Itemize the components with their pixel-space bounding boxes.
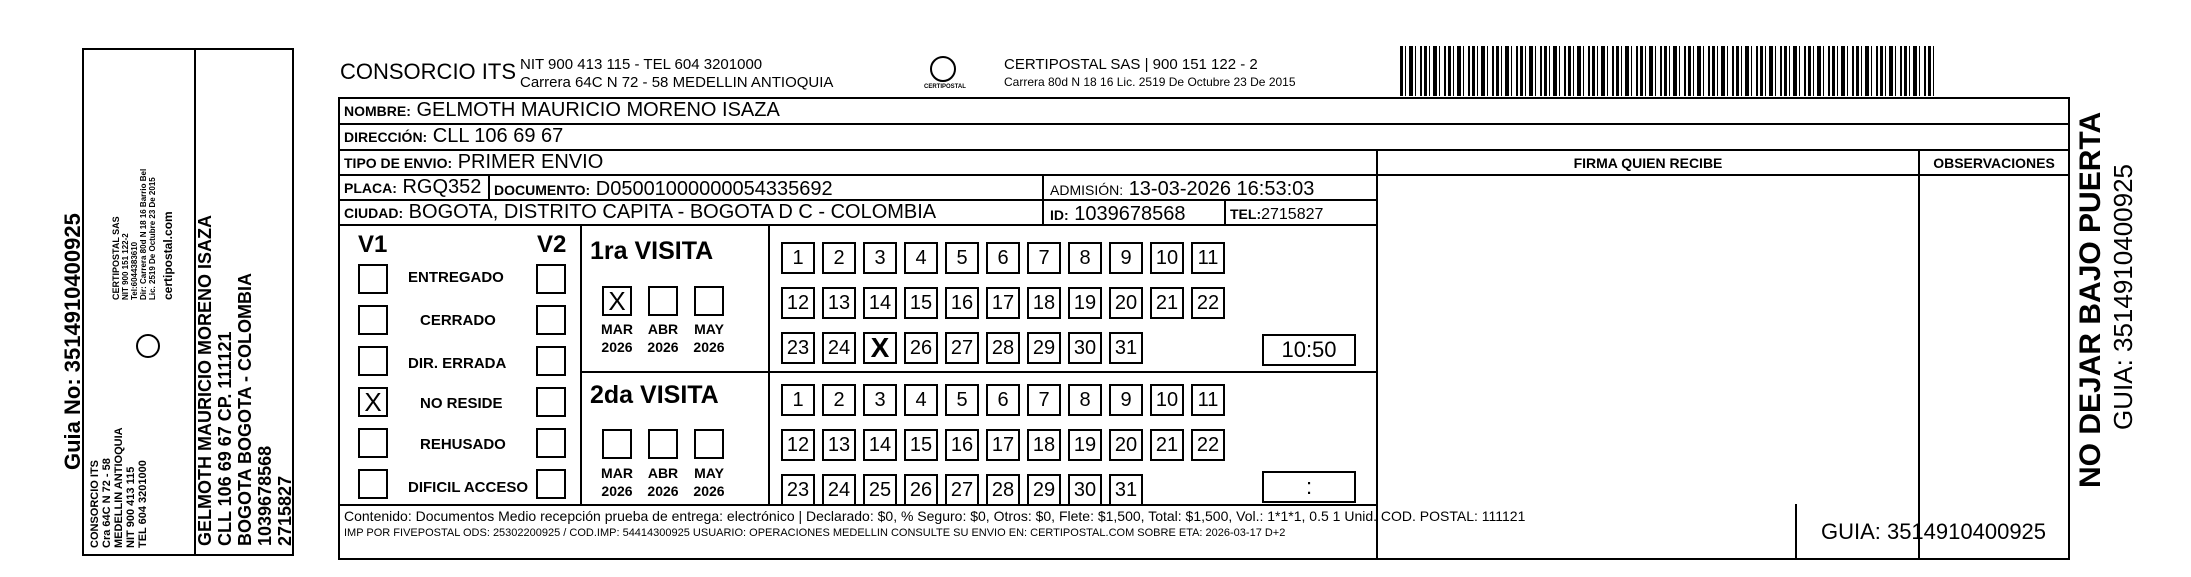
observaciones-divider <box>1918 151 1920 560</box>
side-guia-number: GUIA: 3514910400925 <box>2108 164 2138 430</box>
firma-divider <box>1376 151 1378 560</box>
company-address: Carrera 64C N 72 - 58 MEDELLIN ANTIOQUIA <box>520 74 834 91</box>
visit1-day-box[interactable]: 17 <box>986 287 1020 319</box>
visit2-day-box[interactable]: 4 <box>904 384 938 416</box>
imp-text: IMP POR FIVEPOSTAL ODS: 25302200925 / COD.IMP: 54414300925 USUARIO: OPERACIONES MEDELLIN CONSULTE SU ENVIO EN: CERTIPOSTAL.COM SOBRE ETA: 2026-03-17 D+2 <box>344 527 1286 539</box>
stub-sender-line: NIT 900 413 115 <box>125 466 137 548</box>
visit-divider <box>580 371 1376 373</box>
visit1-year-label: 2026 <box>601 339 633 355</box>
visit1-month-label: MAY <box>694 321 724 337</box>
direccion-label: DIRECCIÓN: <box>344 129 428 145</box>
visit1-day-box[interactable]: 18 <box>1027 287 1061 319</box>
visit1-day-box[interactable]: 2 <box>822 242 856 274</box>
visit1-day-box[interactable]: 26 <box>904 332 938 364</box>
ciudad-row <box>340 201 1376 226</box>
visit2-month-label: MAY <box>694 465 724 481</box>
visit1-day-box[interactable]: 31 <box>1109 332 1143 364</box>
visit2-month-checkbox[interactable] <box>694 429 724 459</box>
visit1-time[interactable]: 10:50 <box>1262 334 1356 366</box>
visit2-day-box[interactable]: 28 <box>986 474 1020 506</box>
visit1-day-box[interactable]: 27 <box>945 332 979 364</box>
visit2-day-box[interactable]: 13 <box>822 429 856 461</box>
visit1-day-box[interactable]: 29 <box>1027 332 1061 364</box>
status-divider <box>580 226 582 504</box>
status-v1-checkbox[interactable] <box>358 305 388 335</box>
recipient-name: GELMOTH MAURICIO MORENO ISAZA <box>416 99 780 121</box>
courier-info: CERTIPOSTAL SAS | 900 151 122 - 2 <box>1004 56 1258 73</box>
observaciones-header: OBSERVACIONES <box>1933 155 2055 171</box>
visit1-day-box[interactable]: 9 <box>1109 242 1143 274</box>
visit2-day-box[interactable]: 25 <box>863 474 897 506</box>
visit2-year-label: 2026 <box>647 483 679 499</box>
visit2-day-box[interactable]: 23 <box>781 474 815 506</box>
tipo-label: TIPO DE ENVIO: <box>344 155 453 171</box>
status-v2-checkbox[interactable] <box>536 469 566 499</box>
visit1-day-box[interactable]: 14 <box>863 287 897 319</box>
visit2-day-box[interactable]: 14 <box>863 429 897 461</box>
visit1-day-box[interactable]: 21 <box>1150 287 1184 319</box>
ciudad-label: CIUDAD: <box>344 205 404 221</box>
visit1-day-box[interactable]: 13 <box>822 287 856 319</box>
visit2-year-label: 2026 <box>601 483 633 499</box>
certipostal-logo-text: CERTIPOSTAL <box>924 84 966 90</box>
visit1-day-box[interactable]: 28 <box>986 332 1020 364</box>
visit2-title: 2da VISITA <box>590 381 719 409</box>
direccion-row <box>340 125 2068 151</box>
status-bottom-line <box>340 504 1376 506</box>
company-info: NIT 900 413 115 - TEL 604 3201000 <box>520 56 763 73</box>
admision-field <box>1050 178 1314 201</box>
status-v2-checkbox[interactable] <box>536 264 566 294</box>
status-label: DIR. ERRADA <box>408 355 507 372</box>
visit2-month-checkbox[interactable] <box>602 429 632 459</box>
visit1-day-box[interactable]: 11 <box>1191 242 1225 274</box>
no-dejar-bajo-puerta: NO DEJAR BAJO PUERTA <box>2074 111 2107 488</box>
placa-label: PLACA: <box>344 180 397 196</box>
nombre-row <box>340 99 2068 125</box>
status-v1-checkbox[interactable] <box>358 346 388 376</box>
stub-recipient-line: 2715827 <box>275 475 295 546</box>
visit2-day-box[interactable]: 30 <box>1068 474 1102 506</box>
visit1-month-checkbox[interactable]: X <box>602 286 632 316</box>
visit2-day-box[interactable]: 31 <box>1109 474 1143 506</box>
divider <box>1224 201 1226 226</box>
barcode <box>1400 46 1936 96</box>
visit2-day-box[interactable]: 10 <box>1150 384 1184 416</box>
visit2-day-box[interactable]: 26 <box>904 474 938 506</box>
visit1-month-checkbox[interactable] <box>648 286 678 316</box>
visit1-day-box[interactable]: 1 <box>781 242 815 274</box>
visit1-day-box[interactable]: 10 <box>1150 242 1184 274</box>
admision-value: 13-03-2026 16:53:03 <box>1128 178 1315 200</box>
visit1-day-box[interactable]: 12 <box>781 287 815 319</box>
visit1-day-box[interactable]: 15 <box>904 287 938 319</box>
tel-field <box>1230 205 1323 224</box>
visit1-day-box[interactable]: 19 <box>1068 287 1102 319</box>
stub-certipostal-web: certipostal.com <box>161 211 175 300</box>
visit2-day-box[interactable]: 2 <box>822 384 856 416</box>
visit2-day-box[interactable]: 20 <box>1109 429 1143 461</box>
stub-recipient-line: BOGOTA BOGOTA - COLOMBIA <box>235 273 255 546</box>
id-field <box>1050 203 1185 226</box>
visit2-day-box[interactable]: 29 <box>1027 474 1061 506</box>
visit1-day-box[interactable]: 7 <box>1027 242 1061 274</box>
visit1-month-checkbox[interactable] <box>694 286 724 316</box>
visit1-year-label: 2026 <box>693 339 725 355</box>
visit2-day-box[interactable]: 17 <box>986 429 1020 461</box>
firma-header: FIRMA QUIEN RECIBE <box>1573 155 1723 171</box>
status-v2-checkbox[interactable] <box>536 387 566 417</box>
visit2-day-box[interactable]: 27 <box>945 474 979 506</box>
status-label: CERRADO <box>420 312 496 329</box>
status-v1-checkbox[interactable] <box>358 469 388 499</box>
visit2-day-box[interactable]: 16 <box>945 429 979 461</box>
visit-title-divider <box>768 226 770 504</box>
stub-certipostal-line: Tel:6044383610 <box>130 241 139 300</box>
id-label: ID: <box>1050 207 1069 223</box>
visit1-year-label: 2026 <box>647 339 679 355</box>
status-v1-checkbox[interactable] <box>358 264 388 294</box>
stub-sender-line: Cra 64C N 72 - 58 <box>101 458 113 548</box>
visit2-day-box[interactable]: 5 <box>945 384 979 416</box>
tel-label: TEL: <box>1230 206 1262 222</box>
visit2-month-checkbox[interactable] <box>648 429 678 459</box>
visit1-day-box[interactable]: 22 <box>1191 287 1225 319</box>
stub-certipostal-line: Lic. 2519 De Octubre 23 De 2015 <box>148 177 157 300</box>
status-v2-checkbox[interactable] <box>536 428 566 458</box>
status-v2-checkbox[interactable] <box>536 305 566 335</box>
divider <box>488 176 490 201</box>
stub-guia-number: Guia No: 3514910400925 <box>60 213 85 470</box>
company-name: CONSORCIO ITS <box>340 59 517 84</box>
visit2-day-box[interactable]: 22 <box>1191 429 1225 461</box>
documento-value: D05001000000054335692 <box>595 178 833 200</box>
visit2-day-box[interactable]: 1 <box>781 384 815 416</box>
visit1-day-box[interactable]: 23 <box>781 332 815 364</box>
visit2-month-label: MAR <box>601 465 633 481</box>
footer-guia: GUIA: 3514910400925 <box>1795 504 2070 560</box>
status-v1-checkbox[interactable]: X <box>358 387 388 417</box>
status-label: DIFICIL ACCESO <box>408 479 529 496</box>
stub-sender-line: TEL 604 3201000 <box>137 460 149 548</box>
certipostal-logo-icon <box>930 56 956 82</box>
v1-header: V1 <box>358 231 388 258</box>
visit1-day-box[interactable]: 16 <box>945 287 979 319</box>
visit1-day-box[interactable]: 24 <box>822 332 856 364</box>
status-label: NO RESIDE <box>420 395 503 412</box>
visit2-day-box[interactable]: 8 <box>1068 384 1102 416</box>
status-label: ENTREGADO <box>408 269 504 286</box>
visit1-month-label: ABR <box>647 321 679 337</box>
stub-recipient-line: GELMOTH MAURICIO MORENO ISAZA <box>195 215 215 546</box>
visit2-day-box[interactable]: 19 <box>1068 429 1102 461</box>
visit1-day-box[interactable]: X <box>863 332 897 364</box>
visit1-day-box[interactable]: 8 <box>1068 242 1102 274</box>
visit2-day-box[interactable]: 6 <box>986 384 1020 416</box>
stub-recipient-line: 1039678568 <box>255 445 275 546</box>
ciudad-value: BOGOTA, DISTRITO CAPITA - BOGOTA D C - COLOMBIA <box>408 201 937 223</box>
status-v2-checkbox[interactable] <box>536 346 566 376</box>
visit1-day-box[interactable]: 5 <box>945 242 979 274</box>
id-value: 1039678568 <box>1074 203 1186 225</box>
v2-header: V2 <box>537 231 567 258</box>
stub-certipostal-line: CERTIPOSTAL SAS <box>111 216 121 300</box>
visit1-day-box[interactable]: 6 <box>986 242 1020 274</box>
visit2-day-box[interactable]: 9 <box>1109 384 1143 416</box>
visit2-day-box[interactable]: 12 <box>781 429 815 461</box>
status-label: REHUSADO <box>420 436 506 453</box>
stub-recipient-line: CLL 106 69 67 CP. 111121 <box>215 331 235 546</box>
visit2-day-box[interactable]: 21 <box>1150 429 1184 461</box>
stub-certipostal-line: NIT 900 151 122-2 <box>121 233 130 300</box>
visit2-month-label: ABR <box>647 465 679 481</box>
tipo-value: PRIMER ENVIO <box>457 151 604 173</box>
visit2-year-label: 2026 <box>693 483 725 499</box>
stub-certipostal-line: Dir: Carrera 80d N 18 16 Barrio Bel <box>139 168 148 300</box>
stub-sender-line: MEDELLIN ANTIOQUIA <box>113 427 125 548</box>
status-v1-checkbox[interactable] <box>358 428 388 458</box>
visit2-day-box[interactable]: 3 <box>863 384 897 416</box>
tel-value: 2715827 <box>1261 206 1324 223</box>
delivery-form <box>338 97 2070 560</box>
visit1-month-label: MAR <box>601 321 633 337</box>
nombre-label: NOMBRE: <box>344 103 411 119</box>
visit1-day-box[interactable]: 3 <box>863 242 897 274</box>
documento-field <box>494 178 833 201</box>
stub-sender-line: CONSORCIO ITS <box>89 459 101 548</box>
stub-certipostal-logo-icon <box>136 334 160 358</box>
visit1-day-box[interactable]: 20 <box>1109 287 1143 319</box>
visit1-day-box[interactable]: 30 <box>1068 332 1102 364</box>
address-value: CLL 106 69 67 <box>432 125 564 147</box>
contenido-text: Contenido: Documentos Medio recepción prueba de entrega: electrónico | Declarado: $0, % Seguro: $0, Otros: $0, Flete: $1,500, Total: $1,500, Vol.: 1*1*1, 0.5 1 Unid. COD. POSTAL: 111121 <box>344 508 1526 524</box>
visit2-day-box[interactable]: 15 <box>904 429 938 461</box>
visit1-title: 1ra VISITA <box>590 237 714 265</box>
visit1-day-box[interactable]: 4 <box>904 242 938 274</box>
courier-address: Carrera 80d N 18 16 Lic. 2519 De Octubre 23 De 2015 <box>1004 75 1296 89</box>
admision-label: ADMISIÓN: <box>1050 182 1124 198</box>
visit2-day-box[interactable]: 24 <box>822 474 856 506</box>
visit2-day-box[interactable]: 7 <box>1027 384 1061 416</box>
visit2-day-box[interactable]: 18 <box>1027 429 1061 461</box>
visit2-time[interactable]: : <box>1262 471 1356 503</box>
documento-label: DOCUMENTO: <box>494 182 591 198</box>
placa-value: RGQ352 <box>402 176 482 198</box>
visit2-day-box[interactable]: 11 <box>1191 384 1225 416</box>
